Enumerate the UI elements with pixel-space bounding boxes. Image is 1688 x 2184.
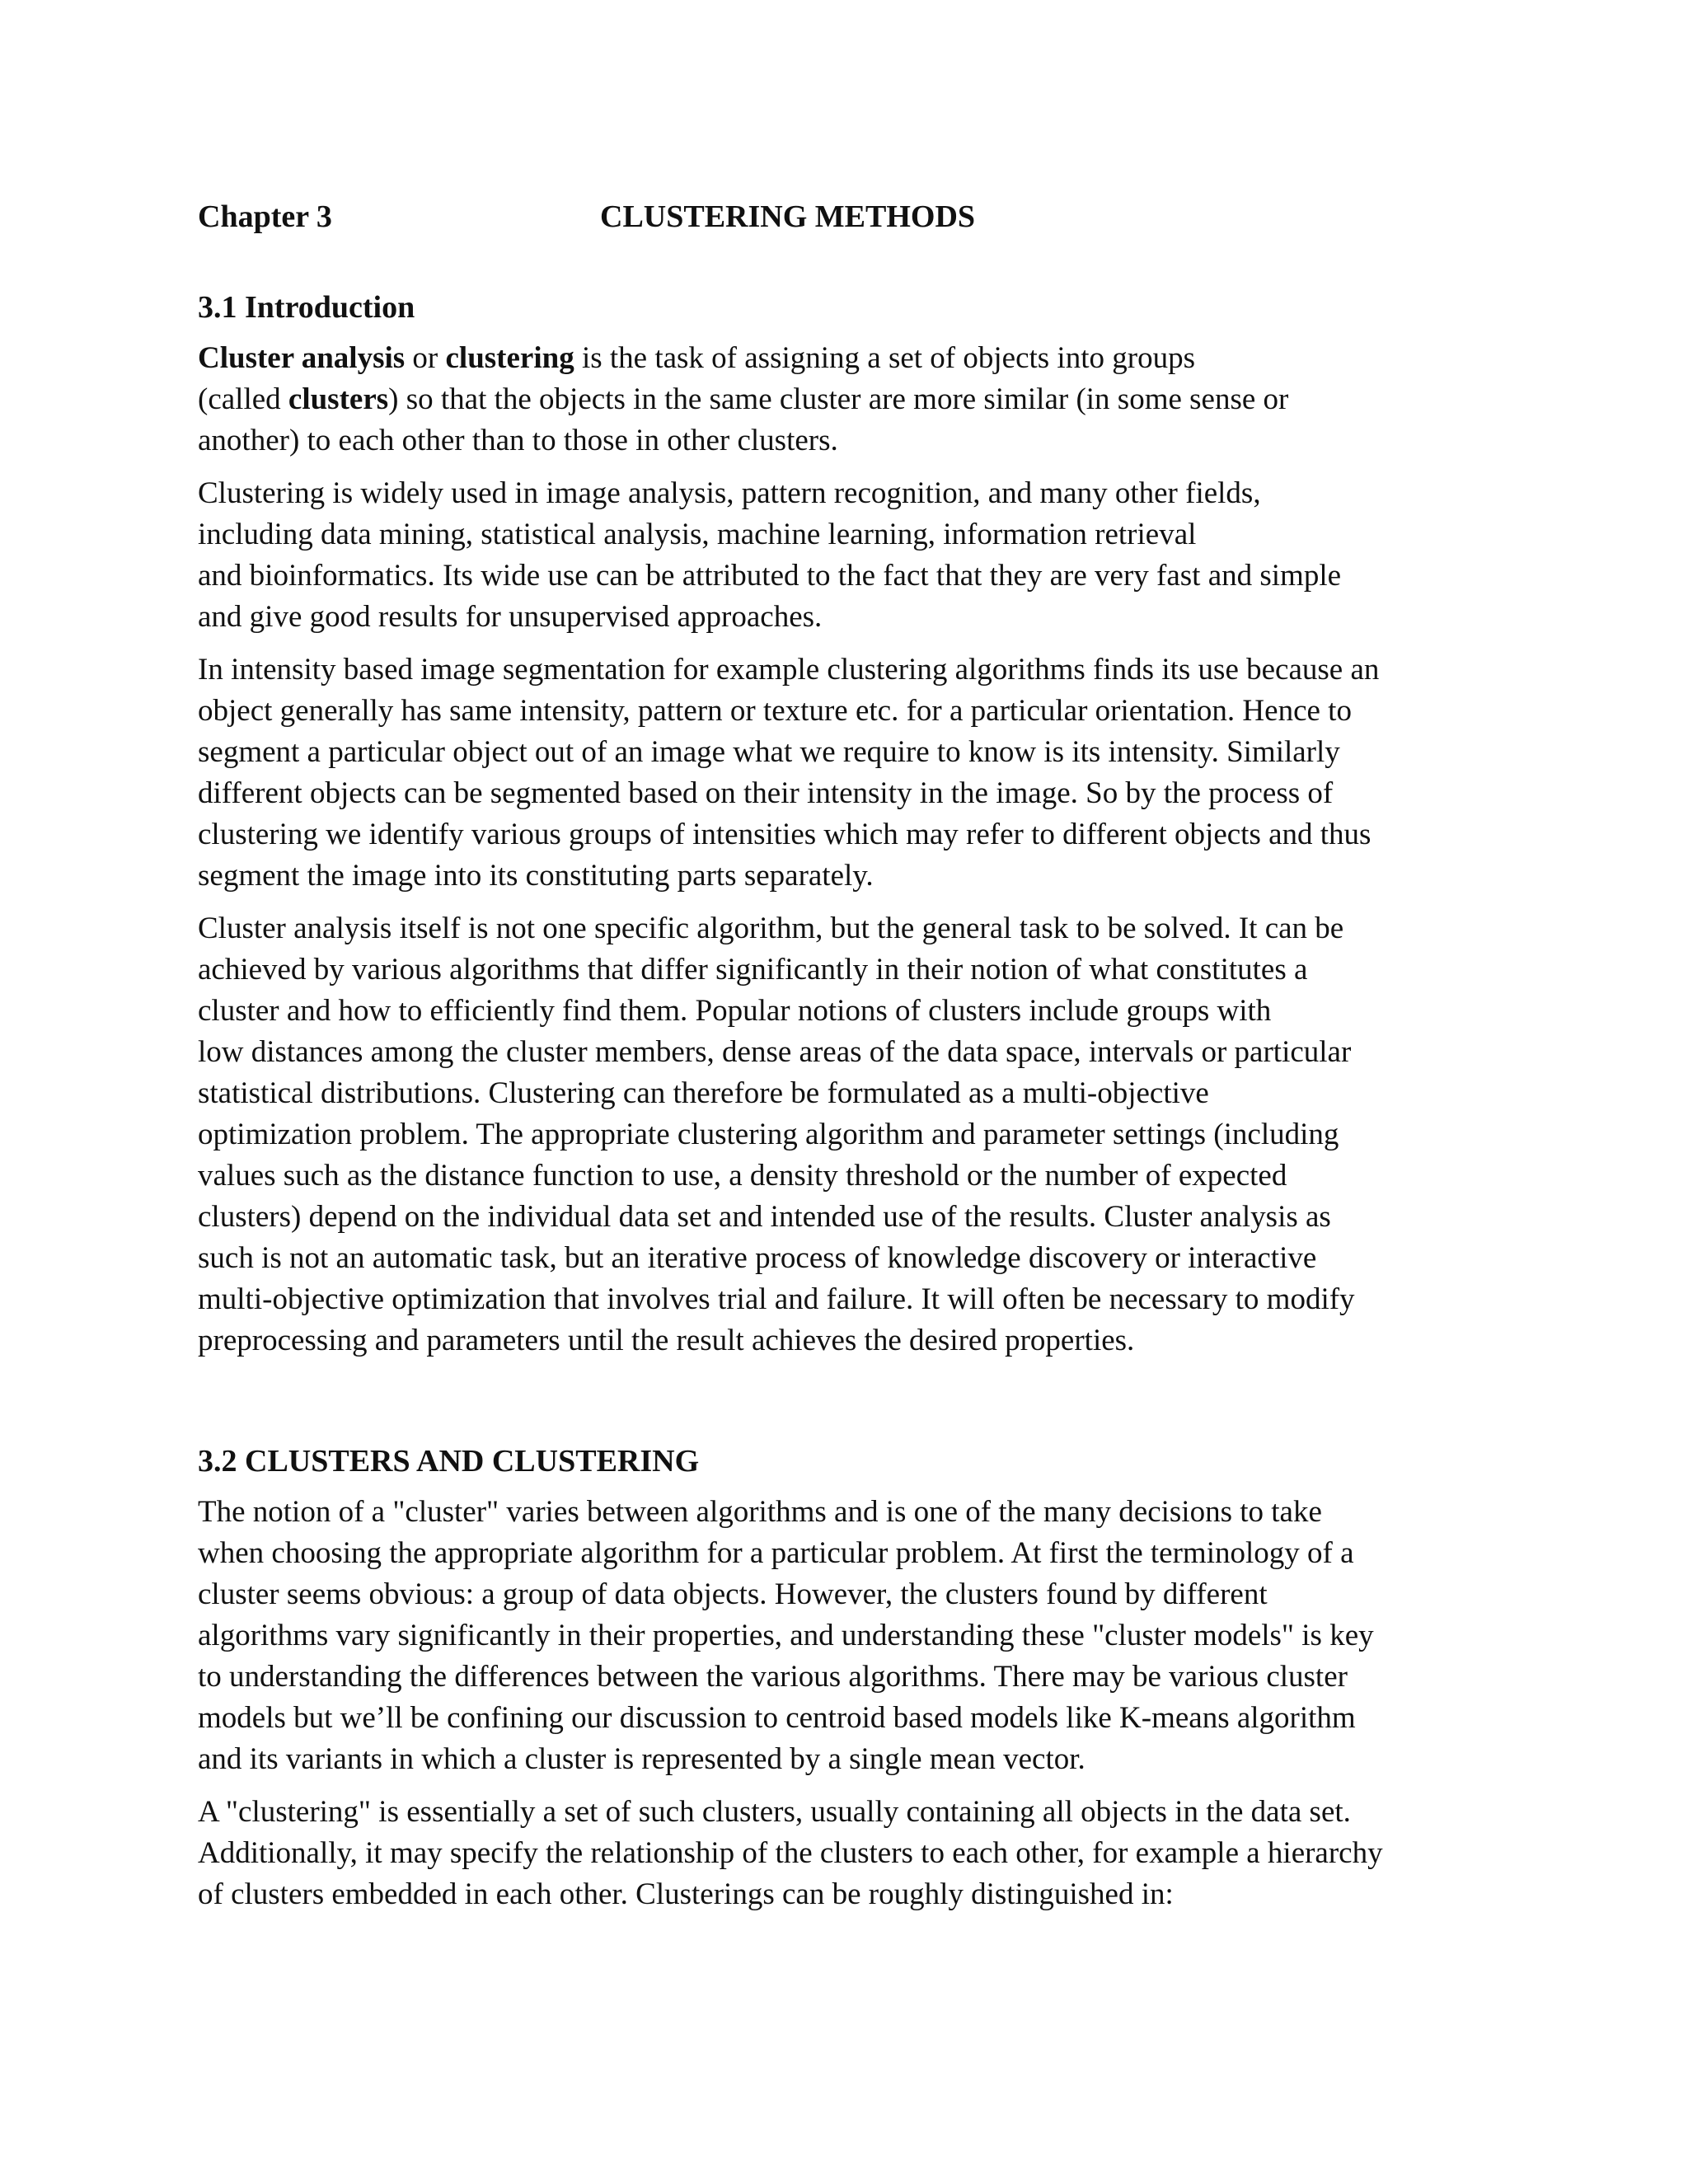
chapter-title: CLUSTERING METHODS bbox=[600, 199, 976, 234]
paragraph-definition bbox=[198, 338, 1500, 462]
text-line: different objects can be segmented based on their intensity in the image. So by the process of bbox=[198, 776, 1334, 810]
chapter-header bbox=[198, 196, 1500, 237]
text-line: and bioinformatics. Its wide use can be attributed to the fact that they are very fast and simple bbox=[198, 559, 1342, 593]
text-line: A "clustering" is essentially a set of such clusters, usually containing all objects in the data set. bbox=[198, 1795, 1351, 1829]
text-line: of clusters embedded in each other. Clusterings can be roughly distinguished in: bbox=[198, 1877, 1174, 1911]
text-line: values such as the distance function to use, a density threshold or the number of expected bbox=[198, 1159, 1287, 1193]
text-line: statistical distributions. Clustering can therefore be formulated as a multi-objective bbox=[198, 1076, 1209, 1110]
text-line: such is not an automatic task, but an iterative process of knowledge discovery or interactive bbox=[198, 1241, 1317, 1275]
paragraph-cluster-analysis bbox=[198, 908, 1500, 1361]
paragraph-applications bbox=[198, 473, 1500, 638]
text-line: models but we’ll be confining our discussion to centroid based models like K-means algorithm bbox=[198, 1701, 1356, 1735]
text-line: clusters) depend on the individual data set and intended use of the results. Cluster analysis as bbox=[198, 1200, 1331, 1234]
term-clusters: clusters bbox=[288, 382, 389, 416]
paragraph-image-segmentation bbox=[198, 649, 1500, 897]
text-line: cluster seems obvious: a group of data objects. However, the clusters found by different bbox=[198, 1577, 1268, 1611]
text-line: low distances among the cluster members, dense areas of the data space, intervals or particular bbox=[198, 1035, 1352, 1069]
text-line bbox=[198, 338, 1500, 379]
text-line: The notion of a "cluster" varies between algorithms and is one of the many decisions to take bbox=[198, 1495, 1322, 1529]
section-heading-clusters-and-clustering: 3.2 CLUSTERS AND CLUSTERING bbox=[198, 1444, 700, 1479]
term-cluster-analysis: Cluster analysis bbox=[198, 341, 406, 375]
term-clustering: clustering bbox=[445, 341, 574, 375]
text-line: segment a particular object out of an image what we require to know is its intensity. Similarly bbox=[198, 735, 1340, 769]
text-line: clustering we identify various groups of intensities which may refer to different objects and thus bbox=[198, 818, 1372, 851]
text-line: to understanding the differences between the various algorithms. There may be various cluster bbox=[198, 1660, 1348, 1694]
text-line bbox=[198, 379, 1500, 420]
text-line: multi-objective optimization that involves trial and failure. It will often be necessary to modify bbox=[198, 1282, 1355, 1316]
text-line: optimization problem. The appropriate clustering algorithm and parameter settings (including bbox=[198, 1118, 1339, 1151]
text-line: cluster and how to efficiently find them. Popular notions of clusters include groups with bbox=[198, 994, 1272, 1028]
text-line: algorithms vary significantly in their properties, and understanding these "cluster models" is key bbox=[198, 1619, 1374, 1652]
text-line: when choosing the appropriate algorithm for a particular problem. At first the terminology of a bbox=[198, 1536, 1354, 1570]
text-run: ) so that the objects in the same cluster are more similar (in some sense or bbox=[388, 382, 1289, 416]
text-run: is the task of assigning a set of objects into groups bbox=[574, 341, 1195, 375]
text-line: segment the image into its constituting parts separately. bbox=[198, 859, 874, 893]
text-line: Cluster analysis itself is not one specific algorithm, but the general task to be solved. It can be bbox=[198, 912, 1344, 945]
text-line: and give good results for unsupervised approaches. bbox=[198, 600, 823, 634]
text-line: preprocessing and parameters until the result achieves the desired properties. bbox=[198, 1324, 1135, 1357]
text-line: and its variants in which a cluster is represented by a single mean vector. bbox=[198, 1742, 1085, 1776]
text-line: another) to each other than to those in other clusters. bbox=[198, 424, 838, 457]
text-run: or bbox=[405, 341, 446, 375]
text-line: Additionally, it may specify the relationship of the clusters to each other, for example a hierarchy bbox=[198, 1836, 1383, 1870]
text-line: In intensity based image segmentation for example clustering algorithms finds its use because an bbox=[198, 653, 1380, 687]
paragraph-cluster-notion bbox=[198, 1492, 1500, 1780]
chapter-label: Chapter 3 bbox=[198, 199, 332, 234]
text-run: (called bbox=[198, 382, 288, 416]
text-line: including data mining, statistical analysis, machine learning, information retrieval bbox=[198, 518, 1197, 551]
paragraph-clustering-definition bbox=[198, 1792, 1500, 1915]
text-line: achieved by various algorithms that differ significantly in their notion of what constitutes a bbox=[198, 953, 1308, 987]
document-page bbox=[198, 196, 1500, 1915]
text-line: object generally has same intensity, pattern or texture etc. for a particular orientation. Hence to bbox=[198, 694, 1352, 728]
text-line: Clustering is widely used in image analysis, pattern recognition, and many other fields, bbox=[198, 476, 1261, 510]
section-heading-introduction: 3.1 Introduction bbox=[198, 290, 415, 325]
